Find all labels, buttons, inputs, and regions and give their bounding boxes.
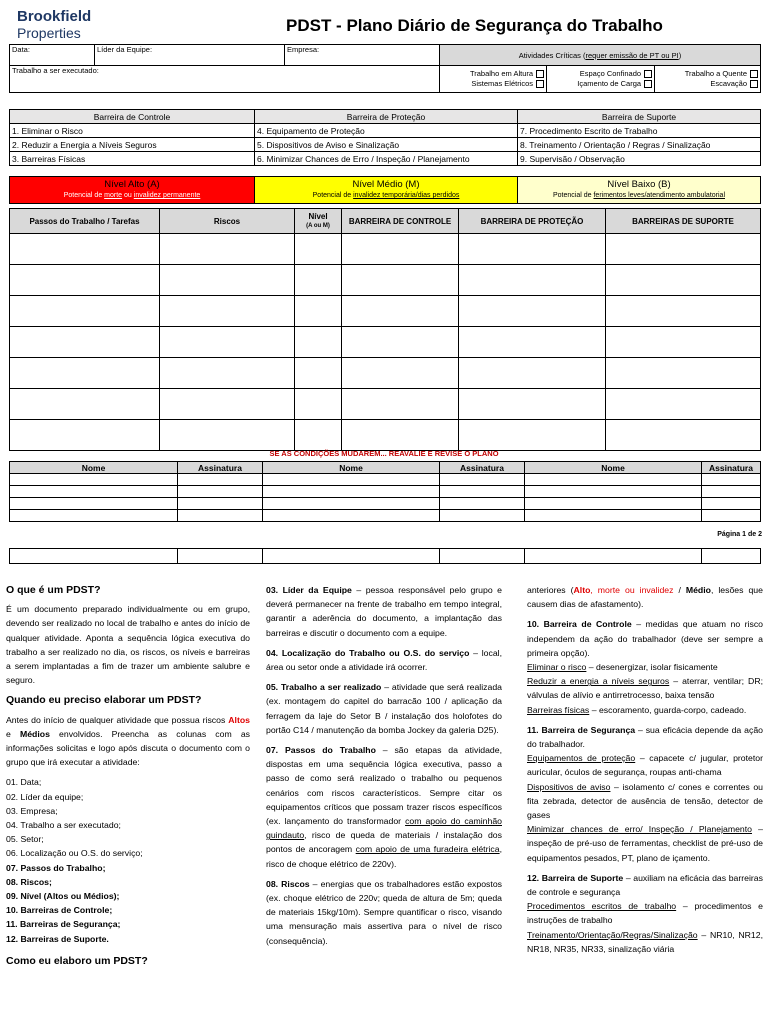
barrier-support-header: Barreira de Suporte <box>518 110 761 124</box>
reassess-warning: SE AS CONDIÇÕES MUDAREM... REAVALIE E REVISE O PLANO <box>269 449 499 458</box>
table-row[interactable] <box>10 549 761 564</box>
barrier-item: 1. Eliminar o Risco <box>10 124 255 138</box>
list-item: 07. Passos do Trabalho; <box>6 862 106 873</box>
list-item: 08. Riscos; <box>6 876 52 887</box>
barrier-item: 8. Treinamento / Orientação / Regras / Sinalização <box>518 138 761 152</box>
paragraph: anteriores (Alto, morte ou invalidez / Médio, lesões que causem dias de afastamento). <box>527 585 763 610</box>
list-item: 01. Data; <box>6 777 42 788</box>
col-control: BARREIRA DE CONTROLE <box>342 209 459 234</box>
page-title: PDST - Plano Diário de Segurança do Trabalho <box>286 16 663 35</box>
table-row[interactable] <box>10 474 761 486</box>
sig-header-signature: Assinatura <box>440 462 525 474</box>
brand-line2: Properties <box>17 25 81 41</box>
paragraph: Minimizar chances de erro/ Inspeção / Planejamento – inspeção de pré-uso de ferramentas, checklist de pré-uso de equipamentos pesados, PT, plano de içamento. <box>527 824 764 863</box>
level-low: Nível Baixo (B) Potencial de ferimentos leves/atendimento ambulatorial <box>518 177 761 204</box>
checkbox[interactable] <box>536 80 544 88</box>
level-medium: Nível Médio (M) Potencial de invalidez temporária/dias perdidos <box>255 177 518 204</box>
checkbox[interactable] <box>536 70 544 78</box>
checkbox[interactable] <box>750 70 758 78</box>
paragraph: Reduzir a energia a níveis seguros – aterrar, ventilar; DR; válvulas de alívio e antirretrocesso, baixa tensão <box>527 676 764 701</box>
barrier-item: 6. Minimizar Chances de Erro / Inspeção / Planejamento <box>255 152 518 166</box>
table-row[interactable] <box>10 510 761 522</box>
work-to-execute-field[interactable]: Trabalho a ser executado: <box>10 66 440 93</box>
table-row[interactable] <box>10 265 761 296</box>
heading-what-is: O que é um PDST? <box>6 584 101 596</box>
paragraph: 03. Líder da Equipe – pessoa responsável pelo grupo e deverá permanecer na frente de trabalho em tempo integral, garantir a aderência do documento, a implantação das barreiras e discutir o documento com a equipe. <box>266 585 502 638</box>
level-high: Nível Alto (A) Potencial de morte ou invalidez permanente <box>10 177 255 204</box>
list-item: 10. Barreiras de Controle; <box>6 905 113 916</box>
paragraph: Eliminar o risco – desenergizar, isolar fisicamente <box>527 662 718 673</box>
critical-group-2[interactable]: Espaço Confinado Içamento de Carga <box>547 66 655 93</box>
heading-how: Como eu elaboro um PDST? <box>6 954 148 967</box>
paragraph: 04. Localização do Trabalho ou O.S. do serviço – local, área ou setor onde a atividade irá ocorrer. <box>266 647 502 673</box>
page-number: Página 1 de 2 <box>717 531 762 538</box>
brand-line1: Brookfield <box>17 8 92 25</box>
barrier-control-header: Barreira de Controle <box>10 110 255 124</box>
table-row[interactable] <box>10 389 761 420</box>
barrier-item: 3. Barreiras Físicas <box>10 152 255 166</box>
col-level: Nível (A ou M) <box>295 209 342 234</box>
list-item: 05. Setor; <box>6 834 44 845</box>
col-support: BARREIRAS DE SUPORTE <box>606 209 761 234</box>
list-item: 09. Nível (Altos ou Médios); <box>6 891 120 902</box>
team-leader-field[interactable]: Líder da Equipe: <box>95 45 285 66</box>
checkbox[interactable] <box>644 70 652 78</box>
list-item: 02. Líder da equipe; <box>6 791 84 802</box>
paragraph: 11. Barreira de Segurança – sua eficácia depende da ação do trabalhador. <box>527 724 763 750</box>
paragraph: 05. Trabalho a ser realizado – atividade que será realizada (ex. montagem do capitel do barracão 100 / aplicação da ferragem da laje do Setor B / instalação dos holofotes do portão C14 / manutenção da bomba Jockey da galeria D25). <box>266 682 502 735</box>
critical-group-3[interactable]: Trabalho a Quente Escavação <box>655 66 761 93</box>
barrier-item: 2. Reduzir a Energia a Níveis Seguros <box>10 138 255 152</box>
table-row[interactable] <box>10 498 761 510</box>
list-item: 04. Trabalho a ser executado; <box>6 820 121 831</box>
sig-header-signature: Assinatura <box>178 462 263 474</box>
list-item: 11. Barreiras de Segurança; <box>6 919 121 930</box>
barrier-item: 7. Procedimento Escrito de Trabalho <box>518 124 761 138</box>
checkbox[interactable] <box>750 80 758 88</box>
sig-header-name: Nome <box>10 462 178 474</box>
paragraph: 08. Riscos – energias que os trabalhadores estão expostos (ex. choque elétrico de 220v; queda de altura de 5m; queda de materiais 15kg/10m). Sempre quantificar o risco, visando uma mensuração mais assertiva para o nível de risco (consequência). <box>266 878 502 946</box>
table-row[interactable] <box>10 420 761 451</box>
barrier-item: 4. Equipamento de Proteção <box>255 124 518 138</box>
table-row[interactable] <box>10 296 761 327</box>
critical-activities-title: Atividades Críticas (requer emissão de PT ou PI) <box>440 45 761 66</box>
plan-table <box>9 208 761 451</box>
barrier-protection-header: Barreira de Proteção <box>255 110 518 124</box>
instructions-col-1 <box>6 583 250 973</box>
paragraph: É um documento preparado individualmente ou em grupo, devendo ser realizado no local de trabalho e antes do início de qualquer atividade. Aponta a sequência lógica executiva do trabalho a ser realizado no dia, os riscos, os níveis e barreiras a serem implantadas a fim de trazer um ambiente salubre e seguro. <box>6 604 250 686</box>
col-risks: Riscos <box>160 209 295 234</box>
barriers-table <box>9 109 761 166</box>
list-item: 06. Localização ou O.S. do serviço; <box>6 848 143 859</box>
footer-row-table <box>9 548 761 564</box>
critical-group-1[interactable]: Trabalho em Altura Sistemas Elétricos <box>440 66 547 93</box>
table-row[interactable] <box>10 358 761 389</box>
paragraph: 12. Barreira de Suporte – auxiliam na eficácia das barreiras de controle e segurança <box>527 872 763 898</box>
heading-when: Quando eu preciso elaborar um PDST? <box>6 694 202 707</box>
sig-header-name: Nome <box>263 462 440 474</box>
checkbox[interactable] <box>644 80 652 88</box>
table-row[interactable] <box>10 327 761 358</box>
header-table <box>9 44 761 93</box>
paragraph: Procedimentos escritos de trabalho – procedimentos e instruções de trabalho <box>527 901 763 926</box>
table-row[interactable] <box>10 234 761 265</box>
risk-levels-legend <box>9 176 761 204</box>
list-item: 03. Empresa; <box>6 805 58 816</box>
signatures-table <box>9 461 761 522</box>
instructions-col-2 <box>266 583 502 954</box>
paragraph: 07. Passos do Trabalho – são etapas da atividade, dispostas em uma sequência lógica executiva, passo a passo de como será realizado o trabalho ou pequenos cenários com riscos característicos. Sempre citar os equipamentos críticos que possam trazer riscos específicos (ex. lançamento do transformador com apoio do caminhão guindauto, risco de queda de materiais / instalação dos pontos de ancoragem com apoio de uma furadeira elétrica, risco de choque elétrico de 220v). <box>266 745 503 869</box>
steps-list <box>6 775 250 945</box>
col-protection: BARREIRA DE PROTEÇÃO <box>459 209 606 234</box>
paragraph: Equipamentos de proteção – capacete c/ jugular, protetor auricular, óculos de segurança, roupas anti-chama <box>527 753 764 778</box>
barrier-item: 5. Dispositivos de Aviso e Sinalização <box>255 138 518 152</box>
paragraph: Treinamento/Orientação/Regras/Sinalização – NR10, NR12, NR18, NR35, NR33, sinalização viária <box>527 929 763 954</box>
list-item: 12. Barreiras de Suporte. <box>6 933 109 944</box>
sig-header-name: Nome <box>525 462 702 474</box>
instructions-col-3 <box>527 583 763 962</box>
paragraph: Antes do início de qualquer atividade que possua riscos Altos e Médios envolvidos. Preencha as colunas com as informações solicitas e logo após discuta o documento com o grupo que irá executar a atividade: <box>6 714 251 768</box>
barrier-item: 9. Supervisão / Observação <box>518 152 761 166</box>
company-field[interactable]: Empresa: <box>285 45 440 66</box>
date-field[interactable]: Data: <box>10 45 95 66</box>
paragraph: Barreiras físicas – escoramento, guarda-corpo, cadeado. <box>527 704 747 715</box>
paragraph: Dispositivos de aviso – isolamento c/ cones e correntes ou fita zebrada, detector de ausência de tensão, detector de gases <box>527 781 763 821</box>
col-steps: Passos do Trabalho / Tarefas <box>10 209 160 234</box>
paragraph: 10. Barreira de Controle – medidas que atuam no risco independem da ação do trabalhador (deve ser sempre a primeira opção). <box>527 619 763 658</box>
table-row[interactable] <box>10 486 761 498</box>
sig-header-signature: Assinatura <box>702 462 761 474</box>
